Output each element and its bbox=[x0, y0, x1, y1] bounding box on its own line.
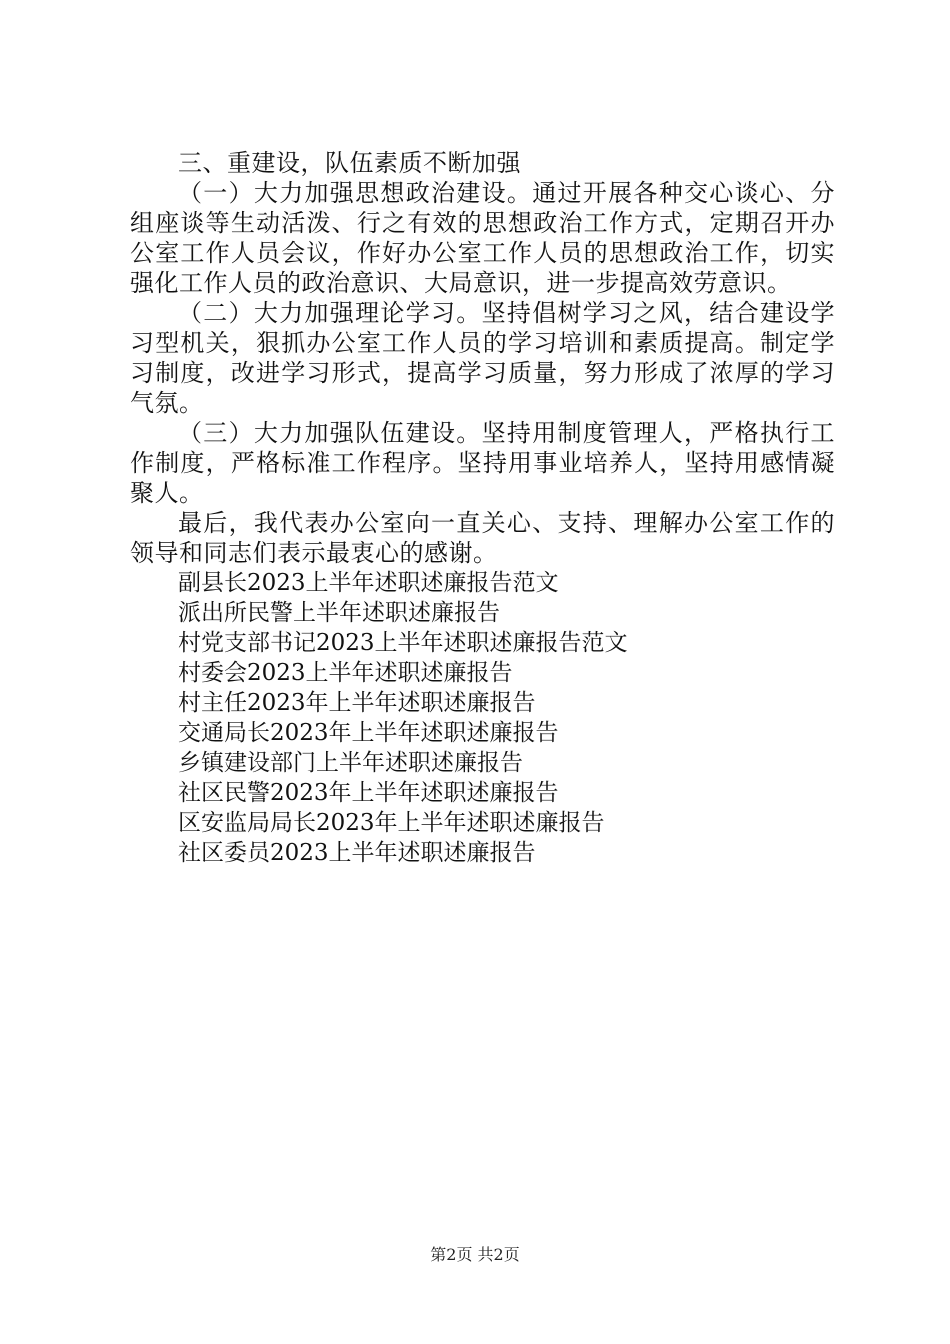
related-article-link[interactable]: 派出所民警上半年述职述廉报告 bbox=[178, 600, 500, 626]
related-articles-list bbox=[130, 568, 835, 868]
paragraph-theory-study: （二）大力加强理论学习。坚持倡树学习之风，结合建设学习型机关，狠抓办公室工作人员的学习培训和素质提高。制定学习制度，改进学习形式，提高学习质量，努力形成了浓厚的学习气氛。 bbox=[130, 299, 835, 417]
related-article-link[interactable]: 社区委员2023上半年述职述廉报告 bbox=[178, 840, 536, 866]
related-article-link[interactable]: 副县长2023上半年述职述廉报告范文 bbox=[178, 570, 559, 596]
section-heading: 三、重建设，队伍素质不断加强 bbox=[178, 149, 521, 177]
related-article-link[interactable]: 社区民警2023年上半年述职述廉报告 bbox=[178, 780, 559, 806]
paragraph-closing-thanks: 最后，我代表办公室向一直关心、支持、理解办公室工作的领导和同志们表示最衷心的感谢。 bbox=[130, 509, 835, 567]
related-article-link[interactable]: 乡镇建设部门上半年述职述廉报告 bbox=[178, 750, 523, 776]
paragraph-team-building: （三）大力加强队伍建设。坚持用制度管理人，严格执行工作制度，严格标准工作程序。坚持用事业培养人，坚持用感情凝聚人。 bbox=[130, 419, 835, 507]
paragraph-ideology: （一）大力加强思想政治建设。通过开展各种交心谈心、分组座谈等生动活泼、行之有效的思想政治工作方式，定期召开办公室工作人员会议，作好办公室工作人员的思想政治工作，切实强化工作人员的政治意识、大局意识，进一步提高效劳意识。 bbox=[130, 179, 835, 297]
related-article-link[interactable]: 村委会2023上半年述职述廉报告 bbox=[178, 660, 513, 686]
page-number-footer: 第2页 共2页 bbox=[430, 1245, 520, 1264]
related-article-link[interactable]: 村主任2023年上半年述职述廉报告 bbox=[178, 690, 536, 716]
related-article-link[interactable]: 交通局长2023年上半年述职述廉报告 bbox=[178, 720, 559, 746]
related-article-link[interactable]: 村党支部书记2023上半年述职述廉报告范文 bbox=[178, 630, 628, 656]
related-article-link[interactable]: 区安监局局长2023年上半年述职述廉报告 bbox=[178, 810, 605, 836]
document-body bbox=[130, 148, 835, 868]
